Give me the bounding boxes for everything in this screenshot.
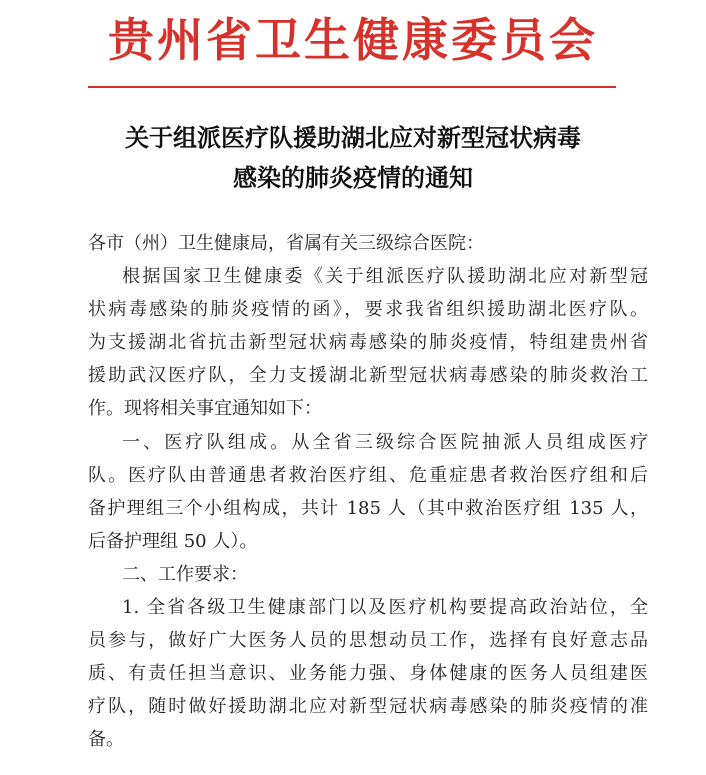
- paragraph-line: 为支援湖北省抗击新型冠状病毒感染的肺炎疫情，特组建贵州省: [88, 332, 648, 354]
- paragraph-line: 疗队，随时做好援助湖北应对新型冠状病毒感染的肺炎疫情的准: [88, 696, 648, 718]
- document-title: [60, 118, 646, 198]
- letterhead-red-rule: [88, 86, 616, 88]
- letterhead-org-name: 贵州省卫生健康委员会: [108, 13, 598, 67]
- document-body: [88, 227, 648, 757]
- paragraph-line: 援助武汉医疗队，全力支援湖北新型冠状病毒感染的肺炎救治工: [88, 365, 648, 387]
- document-title-line: 关于组派医疗队援助湖北应对新型冠状病毒: [125, 123, 581, 152]
- paragraph-line: 根据国家卫生健康委《关于组派医疗队援助湖北应对新型冠: [122, 266, 648, 288]
- salutation: 各市（州）卫生健康局，省属有关三级综合医院：: [88, 233, 484, 254]
- paragraph-line: 后备护理组 50 人）。: [88, 530, 258, 552]
- document-title-line: 感染的肺炎疫情的通知: [233, 163, 473, 192]
- paragraph-line: 员参与，做好广大医务人员的思想动员工作，选择有良好意志品: [88, 630, 648, 652]
- paragraph-line: 队。医疗队由普通患者救治医疗组、危重症患者救治医疗组和后: [88, 464, 648, 486]
- paragraph-line: 备护理组三个小组构成，共计 185 人（其中救治医疗组 135 人，: [88, 497, 648, 519]
- section-heading: 二、工作要求：: [122, 563, 248, 585]
- paragraph-line: 1. 全省各级卫生健康部门以及医疗机构要提高政治站位，全: [122, 597, 648, 619]
- paragraph-line: 作。现将相关事宜通知如下：: [88, 398, 322, 420]
- paragraph-line: 质、有责任担当意识、业务能力强、身体健康的医务人员组建医: [88, 663, 648, 685]
- paragraph-line: 状病毒感染的肺炎疫情的函》，要求我省组织援助湖北医疗队。: [88, 299, 648, 321]
- paragraph-line: 一、医疗队组成。从全省三级综合医院抽派人员组成医疗: [122, 431, 648, 453]
- paragraph-line: 备。: [88, 729, 124, 751]
